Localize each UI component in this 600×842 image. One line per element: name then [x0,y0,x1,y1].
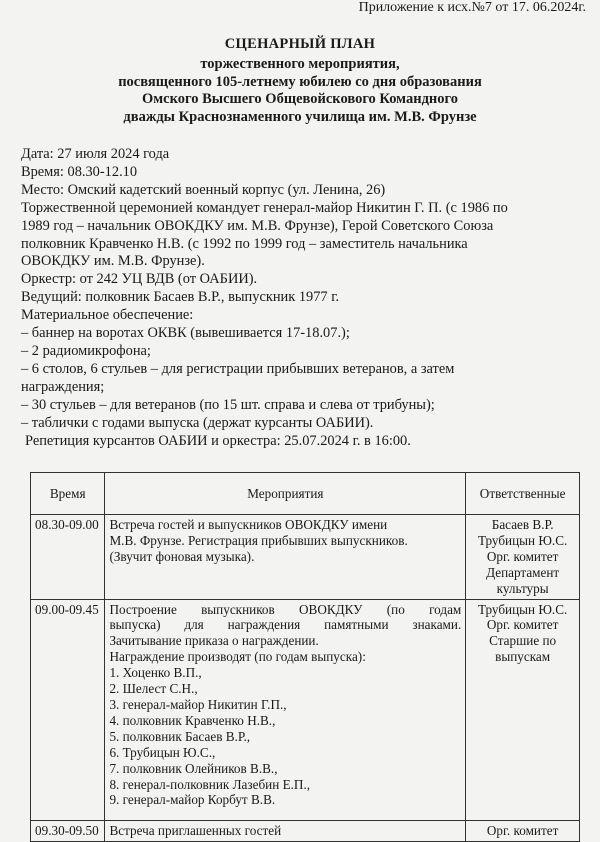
row-time: 09.30-09.50 [31,821,105,842]
title-line: Омского Высшего Общевойскового Командного [142,91,458,108]
award-list-item: 1. Хоценко В.П., [109,665,202,681]
header-event: Мероприятия [105,473,466,515]
responsible-line: Трубицын Ю.С. [477,601,568,617]
responsible-line: Департамент [486,564,560,580]
document-title [0,36,600,127]
title-line: посвященного 105-летнему юбилею со дня образования [118,73,482,90]
award-list-item: 6. Трубицын Ю.С., [109,744,216,760]
event-info [21,146,586,450]
appendix-reference: Приложение к исх.№7 от 17. 06.2024г. [358,0,586,15]
row-event: Встреча приглашенных гостей [105,821,466,842]
rehearsal-text: Репетиция курсантов ОАБИИ и оркестра: 25.07.2024 г. в 16:00. [25,432,411,449]
responsible-line: Старшие по [489,633,557,649]
award-list-item: 5. полковник Басаев В.Р., [109,728,251,744]
row-event [105,599,466,821]
table-header-row [31,473,580,515]
responsible-line: Басаев В.Р. [491,517,554,532]
commander-text: Торжественной церемонией командует генерал-майор Никитин Г. П. (с 1986 по [21,199,508,216]
material-item: – 6 столов, 6 стульев – для регистрации прибывших ветеранов, а затем [21,360,455,377]
responsible-line: Орг. комитет [486,617,559,633]
responsible-line: Трубицын Ю.С. [477,532,568,548]
host-text: Ведущий: полковник Басаев В.Р., выпускник 1977 г. [21,289,340,306]
row-event [105,515,466,600]
event-line: Построение выпускников ОВОКДКУ (по годам [109,601,462,617]
header-responsible: Ответственные [466,473,580,515]
table-row [31,821,580,842]
commander-text: полковник Кравченко Н.В. (с 1992 по 1999 год – заместитель начальника [21,235,468,252]
row-time: 09.00-09.45 [31,599,105,821]
row-time: 08.30-09.00 [31,515,105,600]
award-list-item: 2. Шелест С.Н., [109,681,198,697]
row-responsible [466,599,580,821]
row-responsible: Орг. комитет [466,821,580,842]
table-row [31,515,580,600]
material-item: – 30 стульев – для ветеранов (по 15 шт. справа и слева от трибуны); [21,396,435,413]
material-title: Материальное обеспечение: [21,307,194,324]
event-line: выпуска) для награждения памятными знаками. [109,617,462,633]
material-item: – 2 радиомикрофона; [21,342,151,359]
responsible-line: культуры [496,580,549,596]
title-line: дважды Краснознаменного училища им. М.В. Фрунзе [123,109,477,126]
orchestra-text: Оркестр: от 242 УЦ ВДВ (от ОАБИИ). [21,271,258,288]
event-line: Зачитывание приказа о награждении. [109,633,319,649]
row-responsible [466,515,580,600]
event-time: Время: 08.30-12.10 [21,163,138,180]
award-list-item: 3. генерал-майор Никитин Г.П., [109,696,287,712]
title-main: СЦЕНАРНЫЙ ПЛАН [224,36,376,52]
event-line: Встреча гостей и выпускников ОВОКДКУ имени [109,517,388,532]
award-list-item: 7. полковник Олейников В.В., [109,760,278,776]
table-row [31,599,580,821]
event-line: М.В. Фрунзе. Регистрация прибывших выпускников. [109,532,408,548]
event-date: Дата: 27 июля 2024 года [21,146,170,162]
material-item: награждения; [21,378,105,395]
event-line: Награждение производят (по годам выпуска): [109,649,366,665]
award-list-item: 9. генерал-майор Корбут В.В. [109,792,276,808]
responsible-line: Орг. комитет [486,548,559,564]
event-place: Место: Омский кадетский военный корпус (ул. Ленина, 26) [21,181,386,198]
event-line: (Звучит фоновая музыка). [109,548,255,564]
commander-text: 1989 год – начальник ОВОКДКУ им. М.В. Фрунзе), Герой Советского Союза [21,217,494,234]
award-list-item: 8. генерал-полковник Лазебин Е.П., [109,776,311,792]
schedule-table [30,472,580,842]
title-line: торжественного мероприятия, [200,55,400,72]
material-item: – баннер на воротах ОКВК (вывешивается 17-18.07.); [21,325,350,342]
commander-text: ОВОКДКУ им. М.В. Фрунзе). [21,253,205,270]
award-list-item: 4. полковник Кравченко Н.В., [109,712,276,728]
responsible-line: выпускам [495,649,551,665]
material-item: – таблички с годами выпуска (держат курсанты ОАБИИ). [21,414,374,431]
header-time: Время [31,473,105,515]
